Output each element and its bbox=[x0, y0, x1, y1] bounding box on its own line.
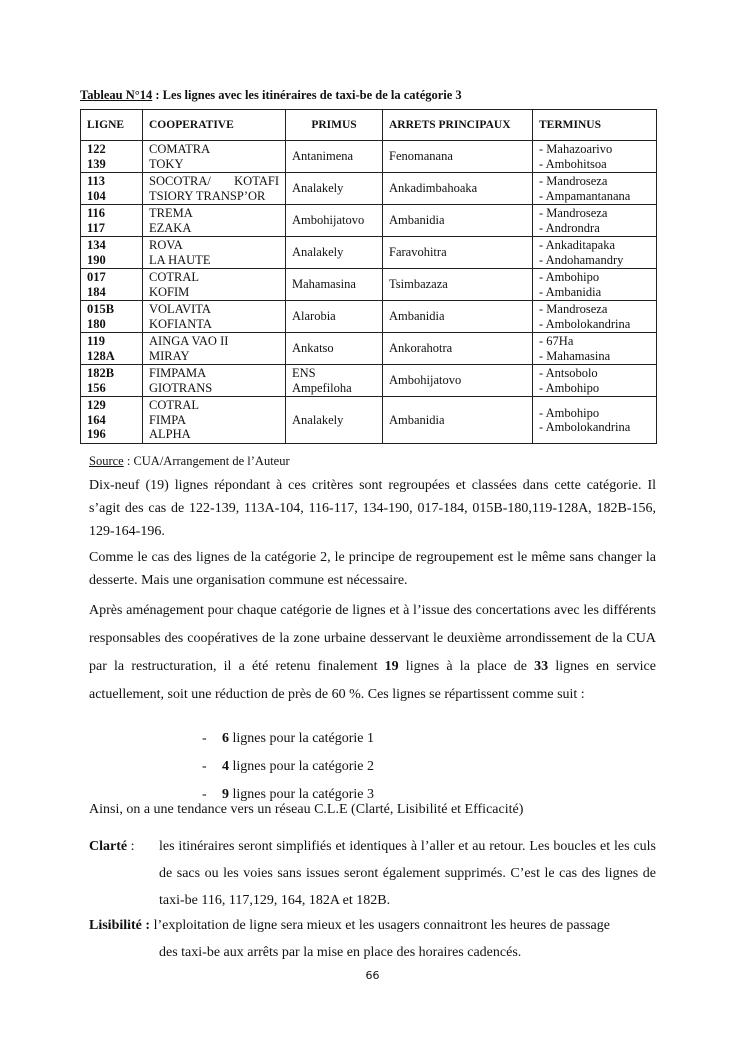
cell-primus: Analakely bbox=[286, 237, 383, 269]
table-caption bbox=[80, 88, 462, 103]
source-label: Source bbox=[89, 454, 124, 468]
cell-ligne: 113 104 bbox=[81, 173, 143, 205]
header-arrets: ARRETS PRINCIPAUX bbox=[383, 110, 533, 141]
cell-terminus: - Ankaditapaka - Andohamandry bbox=[533, 237, 657, 269]
cell-ligne: 116 117 bbox=[81, 205, 143, 237]
category-list bbox=[202, 729, 374, 813]
cell-primus: Ambohijatovo bbox=[286, 205, 383, 237]
list-item: - 4 lignes pour la catégorie 2 bbox=[202, 759, 375, 774]
table-row bbox=[81, 333, 657, 365]
routes-table bbox=[80, 109, 657, 444]
header-primus: PRIMUS bbox=[286, 110, 383, 141]
table-row bbox=[81, 173, 657, 205]
cell-cooperative: ROVA LA HAUTE bbox=[143, 237, 286, 269]
paragraph-cle: Ainsi, on a une tendance vers un réseau C.L.E (Clarté, Lisibilité et Efficacité) bbox=[89, 802, 524, 817]
cell-primus: Antanimena bbox=[286, 141, 383, 173]
cell-ligne: 182B 156 bbox=[81, 365, 143, 397]
cell-cooperative: COMATRA TOKY bbox=[143, 141, 286, 173]
cell-ligne: 129 164 196 bbox=[81, 397, 143, 444]
cell-primus: Ankatso bbox=[286, 333, 383, 365]
cell-ligne: 122 139 bbox=[81, 141, 143, 173]
header-cooperative: COOPERATIVE bbox=[143, 110, 286, 141]
header-ligne: LIGNE bbox=[81, 110, 143, 141]
lisibilite-continuation: des taxi-be aux arrêts par la mise en place des horaires cadencés. bbox=[159, 945, 522, 960]
cell-primus: ENS Ampefiloha bbox=[286, 365, 383, 397]
cell-ligne: 134 190 bbox=[81, 237, 143, 269]
table-number: Tableau N°14 bbox=[80, 88, 153, 102]
table-row bbox=[81, 301, 657, 333]
cell-arrets: Ambanidia bbox=[383, 301, 533, 333]
cell-cooperative: COTRAL FIMPA ALPHA bbox=[143, 397, 286, 444]
list-item: - 6 lignes pour la catégorie 1 bbox=[202, 731, 375, 746]
table-header-row bbox=[81, 110, 657, 141]
cell-terminus: - Ambohipo - Ambolokandrina bbox=[533, 397, 657, 444]
cell-primus: Analakely bbox=[286, 397, 383, 444]
cell-cooperative: COTRAL KOFIM bbox=[143, 269, 286, 301]
cell-ligne: 017 184 bbox=[81, 269, 143, 301]
clarte-text: les itinéraires seront simplifiés et identiques à l’aller et au retour. Les boucles et les culs de sacs ou les voies sans issues seront également supprimés. C’est le cas des lignes de taxi-be 116, 117,129, 164, 182A et 182B. bbox=[159, 839, 656, 908]
cell-arrets: Ankorahotra bbox=[383, 333, 533, 365]
cell-arrets: Ankadimbahoaka bbox=[383, 173, 533, 205]
paragraph-restructuring: Après aménagement pour chaque catégorie de lignes et à l’issue des concertations avec les différents responsables des coopératives de la zone urbaine desservant le deuxième arrondissement de la CUA par la restructuration, il a été retenu finalement 19 lignes à la place de 33 lignes en service actuellement, soit une réduction de près de 60 %. Ces lignes se répartissent comme suit : bbox=[89, 603, 656, 702]
cell-cooperative: FIMPAMA GIOTRANS bbox=[143, 365, 286, 397]
cell-cooperative: VOLAVITA KOFIANTA bbox=[143, 301, 286, 333]
cell-arrets: Faravohitra bbox=[383, 237, 533, 269]
cell-cooperative: TREMA EZAKA bbox=[143, 205, 286, 237]
cell-terminus: - Mandroseza - Ampamantanana bbox=[533, 173, 657, 205]
paragraph-categories: Dix-neuf (19) lignes répondant à ces critères sont regroupées et classées dans cette catégorie. Il s’agit des cas de 122-139, 113A-104, 116-117, 134-190, 017-184, 015B-180,119-128A, 182B-156, 129-164-196. bbox=[89, 478, 656, 539]
table-title: : Les lignes avec les itinéraires de taxi-be de la catégorie 3 bbox=[152, 88, 462, 102]
table-row bbox=[81, 397, 657, 444]
cell-terminus: - Mahazoarivo - Ambohitsoa bbox=[533, 141, 657, 173]
table-row bbox=[81, 269, 657, 301]
lisibilite-line: Lisibilité : l’exploitation de ligne sera mieux et les usagers connaitront les heures de passage bbox=[89, 918, 610, 933]
table-row bbox=[81, 141, 657, 173]
cell-arrets: Ambohijatovo bbox=[383, 365, 533, 397]
lisibilite-label: Lisibilité : bbox=[89, 918, 151, 933]
cell-terminus: - Mandroseza - Androndra bbox=[533, 205, 657, 237]
table-row bbox=[81, 205, 657, 237]
cell-terminus: - Ambohipo - Ambanidia bbox=[533, 269, 657, 301]
cell-terminus: - Antsobolo - Ambohipo bbox=[533, 365, 657, 397]
header-terminus: TERMINUS bbox=[533, 110, 657, 141]
cell-arrets: Ambanidia bbox=[383, 397, 533, 444]
cell-arrets: Ambanidia bbox=[383, 205, 533, 237]
cell-terminus: - 67Ha - Mahamasina bbox=[533, 333, 657, 365]
cell-primus: Mahamasina bbox=[286, 269, 383, 301]
cell-cooperative: AINGA VAO II MIRAY bbox=[143, 333, 286, 365]
cell-arrets: Tsimbazaza bbox=[383, 269, 533, 301]
cell-ligne: 015B 180 bbox=[81, 301, 143, 333]
source-text: : CUA/Arrangement de l’Auteur bbox=[123, 454, 290, 468]
page-number: 66 bbox=[365, 969, 380, 982]
table-row bbox=[81, 365, 657, 397]
table-row bbox=[81, 237, 657, 269]
list-item: - 9 lignes pour la catégorie 3 bbox=[202, 787, 375, 802]
cell-primus: Alarobia bbox=[286, 301, 383, 333]
cell-terminus: - Mandroseza - Ambolokandrina bbox=[533, 301, 657, 333]
cell-cooperative: SOCOTRA/ KOTAFI TSIORY TRANSP’OR bbox=[143, 173, 286, 205]
clarte-label: Clarté : bbox=[89, 839, 135, 854]
source-note bbox=[89, 454, 290, 469]
cell-primus: Analakely bbox=[286, 173, 383, 205]
cell-arrets: Fenomanana bbox=[383, 141, 533, 173]
paragraph-grouping: Comme le cas des lignes de la catégorie 2, le principe de regroupement est le même sans changer la desserte. Mais une organisation commune est nécessaire. bbox=[89, 550, 656, 588]
cell-ligne: 119 128A bbox=[81, 333, 143, 365]
